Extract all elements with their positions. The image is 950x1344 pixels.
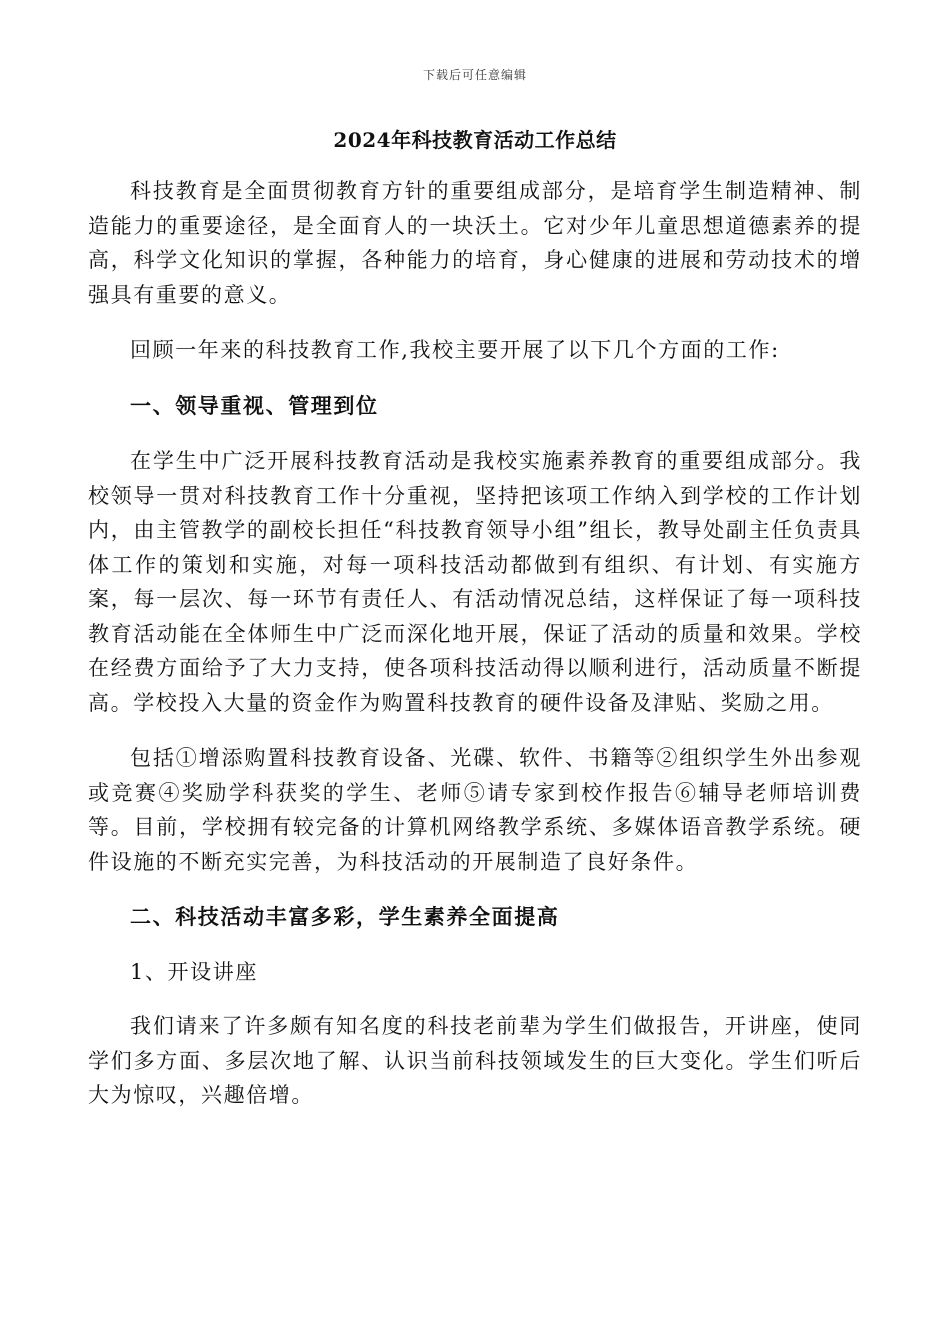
review-paragraph: 回顾一年来的科技教育工作,我校主要开展了以下几个方面的工作: <box>130 338 780 362</box>
page-title: 2024年科技教育活动工作总结 <box>333 128 617 152</box>
section1-paragraph-2: 包括①增添购置科技教育设备、光碟、软件、书籍等②组织学生外出参观或竞赛④奖励学科获奖的学生、老师⑤请专家到校作报告⑥辅导老师培训费等。目前，学校拥有较完备的计算机网络教学系统、多媒体语音教学系统。硬件设施的不断充实完善，为科技活动的开展制造了良好条件。 <box>88 746 862 874</box>
document-body <box>88 174 862 1113</box>
section2-heading: 二、科技活动丰富多彩，学生素养全面提高 <box>130 904 560 929</box>
intro-paragraph: 科技教育是全面贯彻教育方针的重要组成部分，是培育学生制造精神、制造能力的重要途径，是全面育人的一块沃土。它对少年儿童思想道德素养的提高，科学文化知识的掌握，各种能力的培育，身心健康的进展和劳动技术的增强具有重要的意义。 <box>88 179 862 307</box>
header-note: 下载后可任意编辑 <box>422 68 527 82</box>
section1-paragraph-1: 在学生中广泛开展科技教育活动是我校实施素养教育的重要组成部分。我校领导一贯对科技教育工作十分重视，坚持把该项工作纳入到学校的工作计划内，由主管教学的副校长担任“科技教育领导小组”组长，教导处副主任负责具体工作的策划和实施，对每一项科技活动都做到有组织、有计划、有实施方案，每一层次、每一环节有责任人、有活动情况总结，这样保证了每一项科技教育活动能在全体师生中广泛而深化地开展，保证了活动的质量和效果。学校在经费方面给予了大力支持，使各项科技活动得以顺利进行，活动质量不断提高。学校投入大量的资金作为购置科技教育的硬件设备及津贴、奖励之用。 <box>88 449 862 715</box>
section1-heading: 一、领导重视、管理到位 <box>130 392 379 418</box>
section2-subheading-1: 1、开设讲座 <box>130 959 258 984</box>
section2-paragraph-1: 我们请来了许多颇有知名度的科技老前辈为学生们做报告，开讲座，使同学们多方面、多层次地了解、认识当前科技领域发生的巨大变化。学生们听后大为惊叹，兴趣倍增。 <box>88 1014 862 1107</box>
